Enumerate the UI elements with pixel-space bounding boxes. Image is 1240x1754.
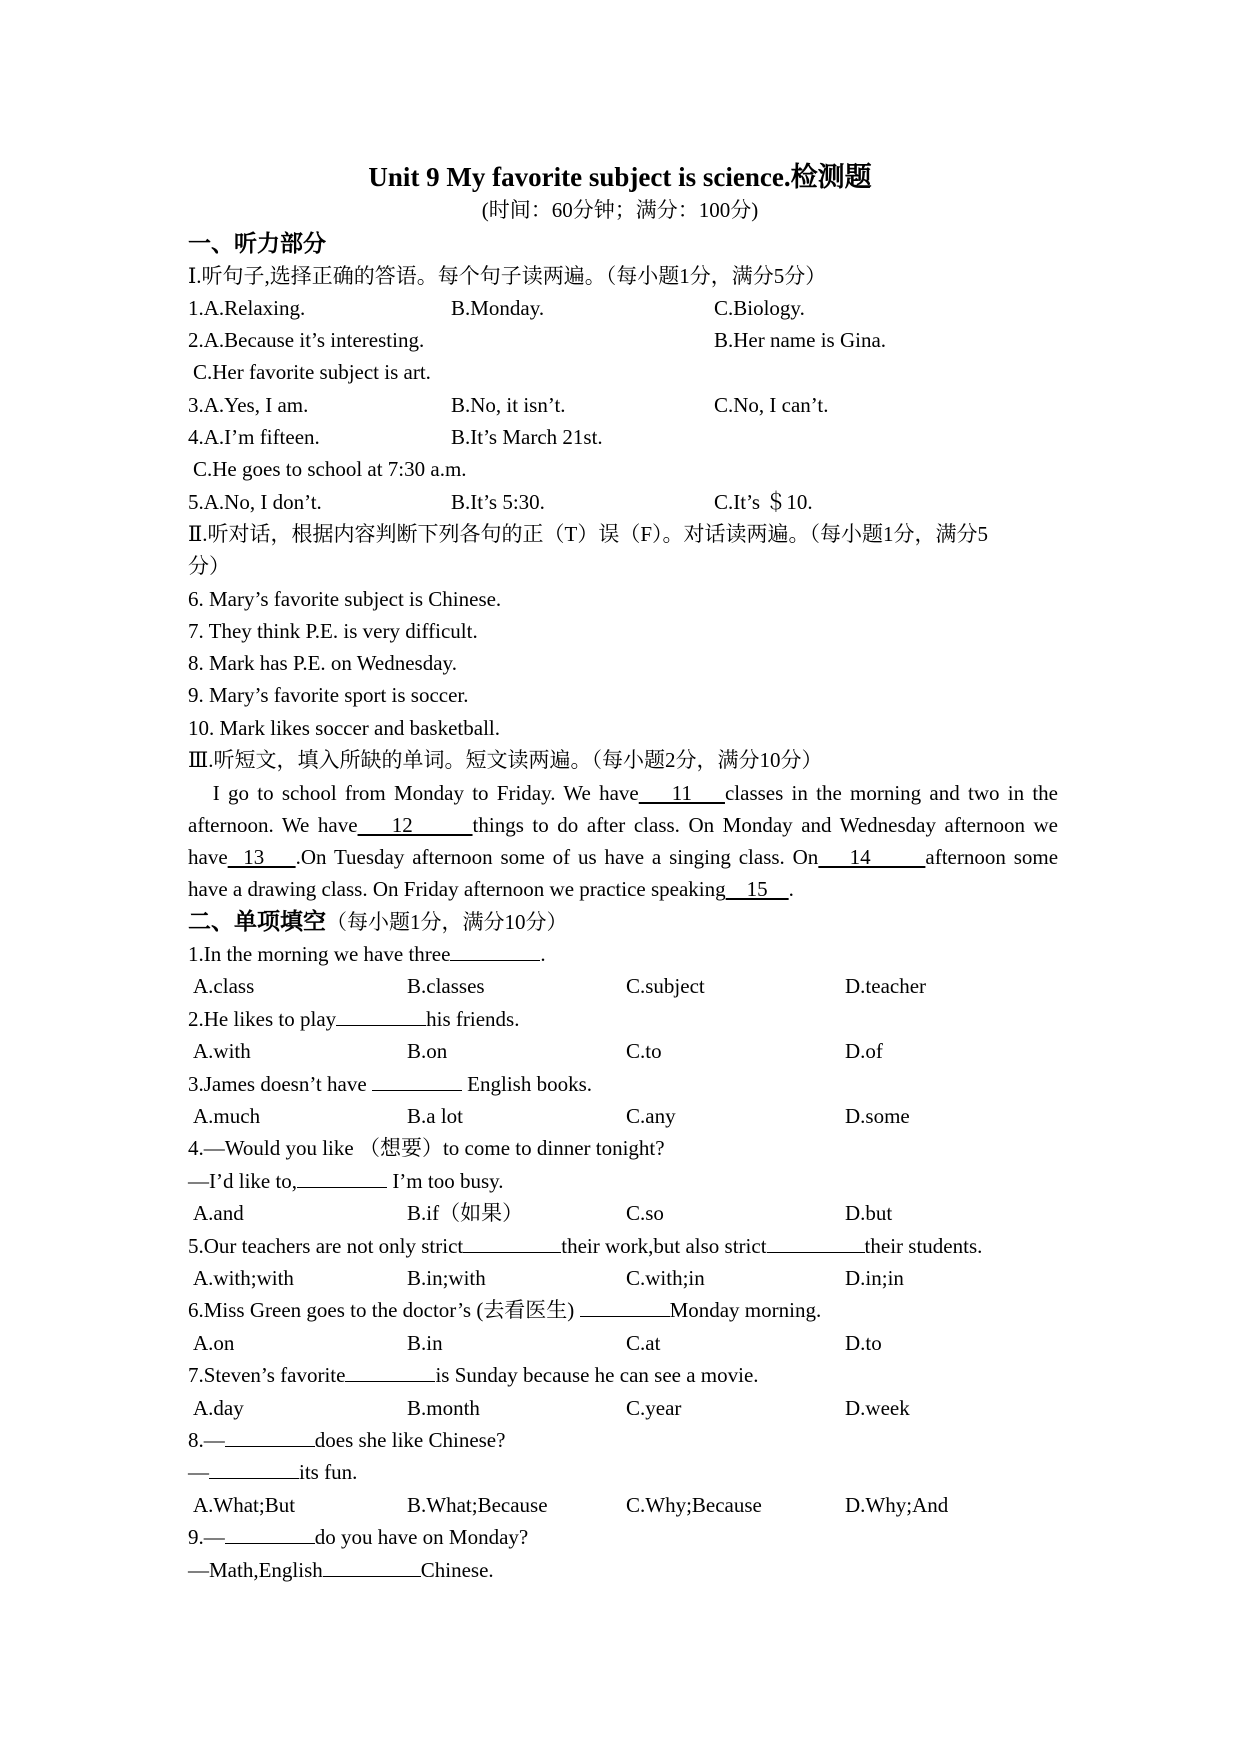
passage-text: afternoon some (925, 845, 1059, 869)
question-stem (188, 1294, 1058, 1326)
passage-text: . (788, 877, 794, 901)
question-stem (188, 1003, 1058, 1035)
option-c: C.Her favorite subject is art. (193, 360, 431, 384)
option-b: B.What;Because (407, 1493, 548, 1517)
answer-blank (225, 1521, 315, 1544)
option-d: D.week (845, 1396, 910, 1420)
option-b: B.a lot (407, 1104, 463, 1128)
option-c: C.at (626, 1331, 661, 1355)
question-row (188, 389, 1058, 421)
option-d: D.Why;And (845, 1493, 949, 1517)
blank-11: 11 (638, 781, 725, 805)
section3-instruction: Ⅲ.听短文，填入所缺的单词。短文读两遍。（每小题2分，满分10分） (188, 748, 823, 772)
option-b: B.It’s March 21st. (451, 425, 603, 449)
option-a: 3.A.Yes, I am. (188, 393, 309, 417)
options-row (188, 1327, 1058, 1359)
passage-text: afternoon. We have (188, 813, 358, 837)
option-a: A.with (193, 1039, 251, 1063)
option-a: A.What;But (193, 1493, 296, 1517)
question-stem (188, 1554, 1058, 1586)
stem-text: 3.James doesn’t have (188, 1072, 372, 1096)
answer-blank (209, 1456, 299, 1479)
question-stem (188, 1359, 1058, 1391)
question-stem (188, 1230, 1058, 1262)
blank-13: 13 (227, 845, 296, 869)
option-a: 2.A.Because it’s interesting. (188, 328, 425, 352)
option-c: C.He goes to school at 7:30 a.m. (193, 457, 467, 481)
stem-text: —Math,English (188, 1558, 323, 1582)
answer-blank (372, 1068, 462, 1091)
question-stem (188, 1424, 1058, 1456)
option-b: B.It’s 5:30. (451, 490, 545, 514)
true-false-item: 8. Mark has P.E. on Wednesday. (188, 651, 457, 675)
stem-text: 1.In the morning we have three (188, 942, 451, 966)
passage-line (188, 873, 1058, 905)
option-b: B.Her name is Gina. (714, 328, 887, 352)
stem-text: Monday morning. (669, 1298, 822, 1322)
option-a: 1.A.Relaxing. (188, 296, 306, 320)
answer-blank (345, 1359, 435, 1382)
stem-text: English books. (461, 1072, 592, 1096)
stem-text: 8.— (188, 1428, 225, 1452)
option-a: A.on (193, 1331, 235, 1355)
question-stem (188, 938, 1058, 970)
stem-text: 9.— (188, 1525, 225, 1549)
blank-14: 14 (818, 845, 926, 869)
stem-text: their students. (864, 1234, 983, 1258)
option-a: A.class (193, 974, 255, 998)
stem-text: his friends. (426, 1007, 520, 1031)
answer-blank (767, 1230, 865, 1253)
stem-text: —I’d like to, (188, 1169, 298, 1193)
options-row (188, 1262, 1058, 1294)
answer-blank (336, 1003, 426, 1026)
true-false-item: 10. Mark likes soccer and basketball. (188, 716, 500, 740)
option-c: C.any (626, 1104, 676, 1128)
passage-text: have a drawing class. On Friday afternoon we practice speaking (188, 877, 726, 901)
stem-text: — (188, 1460, 209, 1484)
option-b: B.No, it isn’t. (451, 393, 566, 417)
section-heading-single-choice: 二、单项填空 (188, 909, 326, 935)
option-b: B.month (407, 1396, 480, 1420)
option-b: B.if（如果） (407, 1201, 524, 1225)
true-false-item: 9. Mary’s favorite sport is soccer. (188, 683, 469, 707)
option-c: C.with;in (626, 1266, 705, 1290)
answer-blank (580, 1294, 670, 1317)
options-row (188, 1035, 1058, 1067)
option-b: B.in (407, 1331, 443, 1355)
true-false-item: 6. Mary’s favorite subject is Chinese. (188, 587, 502, 611)
stem-text: 6.Miss Green goes to the doctor’s (去看医生) (188, 1298, 580, 1322)
option-b: B.Monday. (451, 296, 545, 320)
stem-text: 7.Steven’s favorite (188, 1363, 346, 1387)
passage-text: have (188, 845, 228, 869)
page-title: Unit 9 My favorite subject is science.检测题 (368, 162, 872, 192)
option-c: C.No, I can’t. (714, 393, 829, 417)
page-subtitle: (时间：60分钟；满分：100分) (481, 198, 759, 222)
option-c: C.year (626, 1396, 682, 1420)
section1-instruction: Ⅰ.听句子,选择正确的答语。每个句子读两遍。（每小题1分，满分5分） (188, 264, 827, 288)
question-stem (188, 1456, 1058, 1488)
stem-text: . (540, 942, 546, 966)
option-a: A.much (193, 1104, 261, 1128)
answer-blank (225, 1424, 315, 1447)
option-d: D.some (845, 1104, 910, 1128)
options-row (188, 1392, 1058, 1424)
option-b: B.classes (407, 974, 485, 998)
stem-text: do you have on Monday? (314, 1525, 529, 1549)
option-c: C.Biology. (714, 296, 805, 320)
answer-blank (450, 938, 540, 961)
passage-text: things to do after class. On Monday and Wednesday afternoon we (472, 813, 1059, 837)
section-note: （每小题1分，满分10分） (326, 910, 568, 934)
question-stem (188, 1068, 1058, 1100)
question-stem (188, 1521, 1058, 1553)
stem-text: is Sunday because he can see a movie. (435, 1363, 759, 1387)
blank-12: 12 (357, 813, 473, 837)
question-row (188, 486, 1058, 518)
passage-text: .On Tuesday afternoon some of us have a singing class. On (295, 845, 819, 869)
answer-blank (463, 1230, 561, 1253)
passage-line (188, 777, 1058, 809)
question-stem: 4.—Would you like （想要）to come to dinner tonight? (188, 1136, 665, 1160)
stem-text: does she like Chinese? (314, 1428, 506, 1452)
section2-instruction-cont: 分） (188, 554, 230, 578)
option-c: C.subject (626, 974, 705, 998)
section-heading-row (188, 906, 1058, 938)
question-row (188, 421, 1058, 453)
option-d: D.in;in (845, 1266, 904, 1290)
section-heading-listening: 一、听力部分 (188, 231, 326, 257)
question-row (188, 324, 1058, 356)
options-row (188, 1100, 1058, 1132)
section2-instruction: Ⅱ.听对话，根据内容判断下列各句的正（T）误（F）。对话读两遍。（每小题1分，满分5 (188, 522, 989, 546)
true-false-item: 7. They think P.E. is very difficult. (188, 619, 478, 643)
option-a: A.and (193, 1201, 244, 1225)
stem-text: their work,but also strict (561, 1234, 767, 1258)
option-c: C.to (626, 1039, 662, 1063)
option-a: 4.A.I’m fifteen. (188, 425, 320, 449)
stem-text: 2.He likes to play (188, 1007, 337, 1031)
question-stem (188, 1165, 1058, 1197)
stem-text: 5.Our teachers are not only strict (188, 1234, 464, 1258)
option-d: D.of (845, 1039, 883, 1063)
passage-line (188, 809, 1058, 841)
option-c: C.It’s ＄10. (714, 490, 813, 514)
option-c: C.Why;Because (626, 1493, 762, 1517)
options-row (188, 970, 1058, 1002)
stem-text: its fun. (299, 1460, 358, 1484)
passage-text: I go to school from Monday to Friday. We have (212, 781, 639, 805)
option-a: A.day (193, 1396, 244, 1420)
stem-text: I’m too busy. (387, 1169, 504, 1193)
passage-text: classes in the morning and two in the (724, 781, 1058, 805)
options-row (188, 1197, 1058, 1229)
answer-blank (323, 1554, 421, 1577)
option-d: D.to (845, 1331, 882, 1355)
option-d: D.teacher (845, 974, 927, 998)
option-b: B.in;with (407, 1266, 486, 1290)
option-a: 5.A.No, I don’t. (188, 490, 322, 514)
option-c: C.so (626, 1201, 664, 1225)
option-a: A.with;with (193, 1266, 294, 1290)
question-row (188, 292, 1058, 324)
option-d: D.but (845, 1201, 893, 1225)
options-row (188, 1489, 1058, 1521)
passage-line (188, 841, 1058, 873)
stem-text: Chinese. (420, 1558, 494, 1582)
blank-15: 15 (725, 877, 789, 901)
answer-blank (297, 1165, 387, 1188)
option-b: B.on (407, 1039, 448, 1063)
